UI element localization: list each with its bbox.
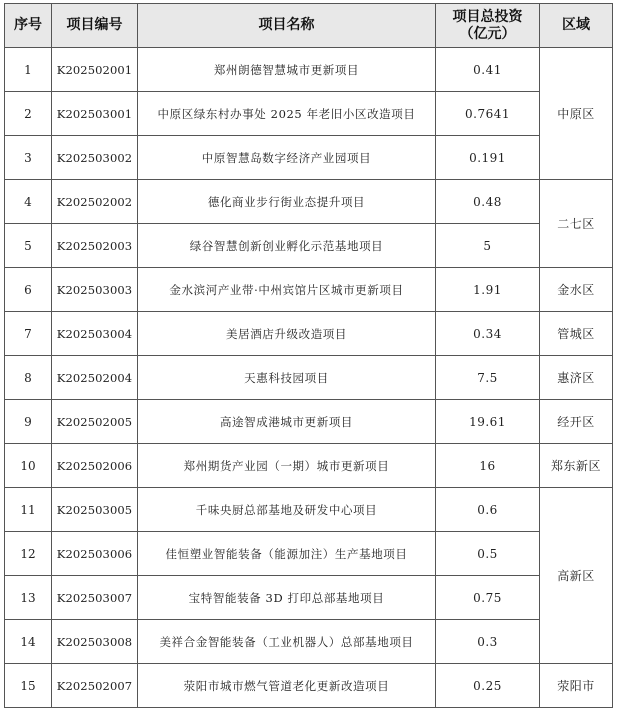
cell-seq: 15 bbox=[5, 664, 52, 708]
cell-region: 郑东新区 bbox=[540, 444, 613, 488]
header-region: 区域 bbox=[540, 4, 613, 48]
cell-code: K202502003 bbox=[52, 224, 138, 268]
cell-code: K202503004 bbox=[52, 312, 138, 356]
table-row bbox=[5, 356, 613, 400]
cell-investment: 0.25 bbox=[436, 664, 540, 708]
cell-investment: 0.5 bbox=[436, 532, 540, 576]
cell-code: K202502002 bbox=[52, 180, 138, 224]
cell-seq: 4 bbox=[5, 180, 52, 224]
table-row bbox=[5, 620, 613, 664]
table-row bbox=[5, 444, 613, 488]
cell-investment: 7.5 bbox=[436, 356, 540, 400]
cell-investment: 0.6 bbox=[436, 488, 540, 532]
cell-investment: 0.191 bbox=[436, 136, 540, 180]
cell-region: 中原区 bbox=[540, 48, 613, 180]
cell-seq: 9 bbox=[5, 400, 52, 444]
cell-name: 荥阳市城市燃气管道老化更新改造项目 bbox=[138, 664, 436, 708]
cell-region: 荥阳市 bbox=[540, 664, 613, 708]
cell-seq: 11 bbox=[5, 488, 52, 532]
table-row bbox=[5, 400, 613, 444]
cell-code: K202503006 bbox=[52, 532, 138, 576]
cell-seq: 6 bbox=[5, 268, 52, 312]
header-investment-line1: 项目总投资 bbox=[452, 8, 523, 25]
cell-seq: 12 bbox=[5, 532, 52, 576]
table-row bbox=[5, 312, 613, 356]
cell-name: 天惠科技园项目 bbox=[138, 356, 436, 400]
cell-investment: 0.3 bbox=[436, 620, 540, 664]
cell-region: 高新区 bbox=[540, 488, 613, 664]
header-investment-line2: （亿元） bbox=[459, 25, 516, 42]
cell-name: 宝特智能装备 3D 打印总部基地项目 bbox=[138, 576, 436, 620]
cell-name: 金水滨河产业带·中州宾馆片区城市更新项目 bbox=[138, 268, 436, 312]
cell-investment: 16 bbox=[436, 444, 540, 488]
cell-name: 中原区绿东村办事处 2025 年老旧小区改造项目 bbox=[138, 92, 436, 136]
cell-code: K202502007 bbox=[52, 664, 138, 708]
cell-code: K202503008 bbox=[52, 620, 138, 664]
header-row bbox=[5, 4, 613, 48]
cell-investment: 0.7641 bbox=[436, 92, 540, 136]
cell-code: K202502006 bbox=[52, 444, 138, 488]
cell-name: 德化商业步行街业态提升项目 bbox=[138, 180, 436, 224]
cell-seq: 5 bbox=[5, 224, 52, 268]
cell-investment: 19.61 bbox=[436, 400, 540, 444]
cell-name: 高途智成港城市更新项目 bbox=[138, 400, 436, 444]
cell-code: K202503007 bbox=[52, 576, 138, 620]
table-row bbox=[5, 576, 613, 620]
cell-region: 金水区 bbox=[540, 268, 613, 312]
cell-seq: 2 bbox=[5, 92, 52, 136]
header-seq: 序号 bbox=[5, 4, 52, 48]
table-row bbox=[5, 92, 613, 136]
cell-region: 惠济区 bbox=[540, 356, 613, 400]
table-row bbox=[5, 136, 613, 180]
project-table bbox=[4, 3, 613, 708]
cell-investment: 1.91 bbox=[436, 268, 540, 312]
cell-name: 中原智慧岛数字经济产业园项目 bbox=[138, 136, 436, 180]
cell-name: 郑州朗德智慧城市更新项目 bbox=[138, 48, 436, 92]
cell-seq: 14 bbox=[5, 620, 52, 664]
cell-investment: 0.48 bbox=[436, 180, 540, 224]
table-row bbox=[5, 664, 613, 708]
cell-name: 美祥合金智能装备（工业机器人）总部基地项目 bbox=[138, 620, 436, 664]
cell-seq: 3 bbox=[5, 136, 52, 180]
cell-code: K202503001 bbox=[52, 92, 138, 136]
cell-name: 绿谷智慧创新创业孵化示范基地项目 bbox=[138, 224, 436, 268]
cell-code: K202503003 bbox=[52, 268, 138, 312]
table-row bbox=[5, 224, 613, 268]
table-row bbox=[5, 48, 613, 92]
table-row bbox=[5, 268, 613, 312]
cell-code: K202503002 bbox=[52, 136, 138, 180]
table-row bbox=[5, 180, 613, 224]
cell-investment: 5 bbox=[436, 224, 540, 268]
cell-region: 经开区 bbox=[540, 400, 613, 444]
cell-name: 千味央厨总部基地及研发中心项目 bbox=[138, 488, 436, 532]
table-row bbox=[5, 488, 613, 532]
header-investment bbox=[436, 4, 540, 48]
cell-investment: 0.75 bbox=[436, 576, 540, 620]
cell-code: K202503005 bbox=[52, 488, 138, 532]
cell-investment: 0.41 bbox=[436, 48, 540, 92]
cell-seq: 8 bbox=[5, 356, 52, 400]
table-row bbox=[5, 532, 613, 576]
cell-region: 二七区 bbox=[540, 180, 613, 268]
cell-code: K202502001 bbox=[52, 48, 138, 92]
cell-code: K202502004 bbox=[52, 356, 138, 400]
cell-seq: 10 bbox=[5, 444, 52, 488]
cell-name: 佳恒塑业智能装备（能源加注）生产基地项目 bbox=[138, 532, 436, 576]
cell-name: 美居酒店升级改造项目 bbox=[138, 312, 436, 356]
cell-region: 管城区 bbox=[540, 312, 613, 356]
header-code: 项目编号 bbox=[52, 4, 138, 48]
cell-code: K202502005 bbox=[52, 400, 138, 444]
cell-seq: 13 bbox=[5, 576, 52, 620]
cell-name: 郑州期货产业园（一期）城市更新项目 bbox=[138, 444, 436, 488]
cell-seq: 7 bbox=[5, 312, 52, 356]
cell-investment: 0.34 bbox=[436, 312, 540, 356]
header-name: 项目名称 bbox=[138, 4, 436, 48]
cell-seq: 1 bbox=[5, 48, 52, 92]
